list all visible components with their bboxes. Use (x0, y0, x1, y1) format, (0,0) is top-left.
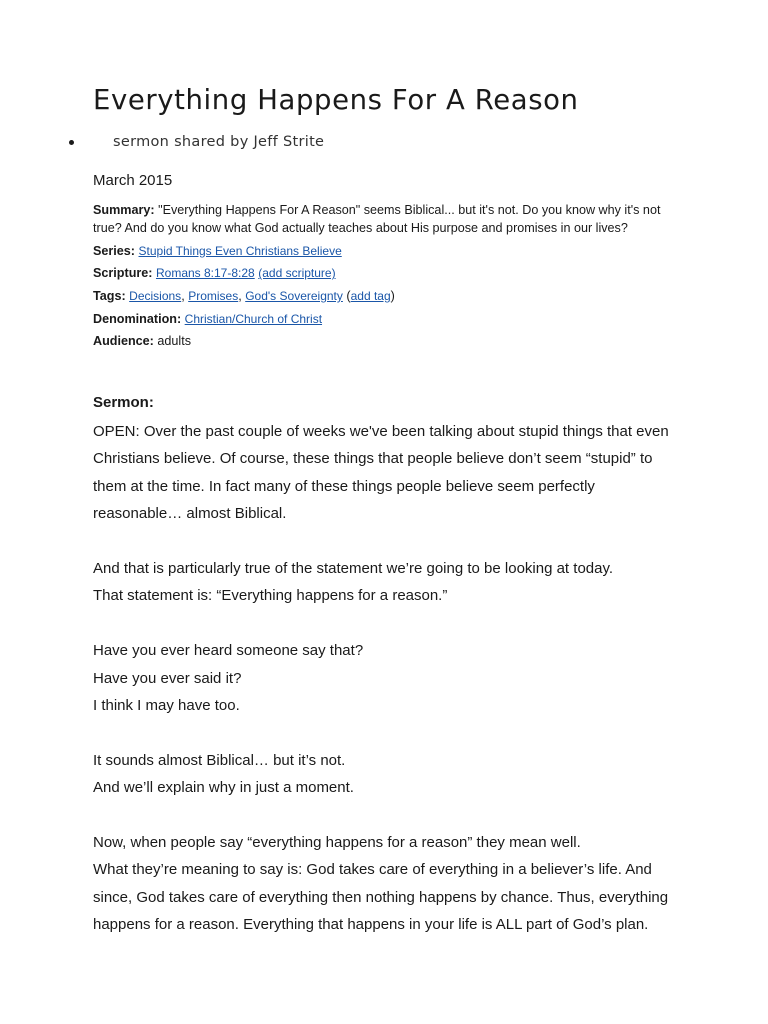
summary-label: Summary: (93, 203, 155, 217)
summary-text: "Everything Happens For A Reason" seems Biblical... but it's not. Do you know why it's not true? And do you know what God actually teaches about His purpose and promises in our lives? (93, 203, 661, 235)
denomination-label: Denomination: (93, 311, 182, 326)
sermon-metadata (93, 201, 673, 355)
tags-label: Tags: (93, 289, 126, 304)
denomination-row (93, 310, 673, 328)
series-row (93, 242, 673, 260)
scripture-label: Scripture: (93, 266, 153, 281)
sermon-paragraph: Have you ever said it? (93, 669, 242, 687)
summary-row (93, 201, 673, 237)
page-title: Everything Happens For A Reason (93, 84, 579, 116)
sermon-paragraph: Have you ever heard someone say that? (93, 642, 364, 660)
sermon-paragraph: OPEN: Over the past couple of weeks we've been talking about stupid things that even Christians believe. Of course, these things that people believe don’t seem “stupid” to them at the time. In fact many of these things people believe seem perfectly reasonable… almost Biblical. (93, 423, 669, 523)
series-label: Series: (93, 243, 136, 258)
scripture-link[interactable]: Romans 8:17-8:28 (155, 266, 255, 281)
add-scripture-link[interactable]: (add scripture) (258, 266, 336, 281)
sermon-paragraph: Now, when people say “everything happens for a reason” they mean well. (93, 834, 581, 852)
sermon-paragraph: What they’re meaning to say is: God takes care of everything in a believer’s life. And since, God takes care of everything then nothing happens by chance. Thus, everything happens for a reason. Everything that happens in your life is ALL part of God’s plan. (93, 861, 669, 934)
bullet-icon (69, 140, 74, 145)
audience-value: adults (157, 334, 191, 349)
sermon-paragraph: And we’ll explain why in just a moment. (93, 779, 354, 797)
sermon-body (93, 418, 678, 939)
audience-row (93, 332, 673, 350)
denomination-link[interactable]: Christian/Church of Christ (184, 311, 323, 326)
byline: sermon shared by Jeff Strite (113, 134, 325, 150)
sermon-paragraph: That statement is: “Everything happens for a reason.” (93, 587, 448, 605)
tags-row: Tags: Decisions, Promises, God's Sovereignty (add tag) (93, 289, 395, 304)
sermon-paragraph: And that is particularly true of the statement we’re going to be looking at today. (93, 560, 614, 578)
tag-link[interactable]: Decisions (129, 289, 182, 304)
byline-list-item (69, 134, 469, 154)
scripture-row (93, 264, 673, 282)
sermon-paragraph: It sounds almost Biblical… but it’s not. (93, 751, 346, 769)
add-tag-link[interactable]: add tag (350, 289, 391, 304)
sermon-date: March 2015 (93, 172, 173, 189)
sermon-paragraph: I think I may have too. (93, 697, 240, 715)
audience-label: Audience: (93, 334, 154, 349)
sermon-heading: Sermon: (93, 394, 154, 411)
tag-link[interactable]: God's Sovereignty (245, 289, 343, 304)
tag-link[interactable]: Promises (188, 289, 239, 304)
series-link[interactable]: Stupid Things Even Christians Believe (138, 243, 342, 258)
